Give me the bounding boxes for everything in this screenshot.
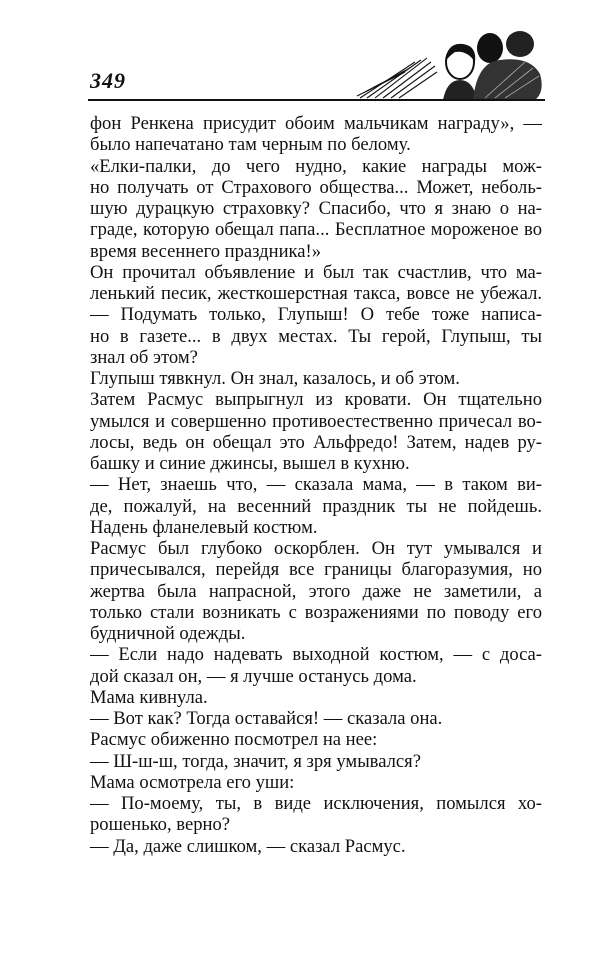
text-line: Надень фланелевый костюм. [90, 516, 318, 538]
text-line: будничной одежды. [90, 623, 246, 644]
text-line: граде, которую обещал папа... Бесплатное мороженое во [90, 219, 542, 241]
text-line: — Ш-ш-ш, тогда, значит, я зря умывался? [90, 750, 421, 772]
body-text [90, 113, 542, 857]
text-line: шую дурацкую страховку? Спасибо, что я знаю о на- [90, 198, 542, 219]
text-line: но получать от Страхового общества... Может, неболь- [90, 176, 542, 198]
text-line: Мама кивнула. [90, 686, 208, 708]
text-line: но в газете... в двух местах. Ты герой, Глупыш, ты [90, 325, 542, 347]
text-line: де, пожалуй, на весенний праздник ты не пойдешь. [90, 495, 542, 517]
text-line: «Елки-палки, до чего нудно, какие награды мож- [90, 155, 542, 177]
text-line: ленький песик, жесткошерстная такса, вовсе не убежал. [90, 283, 542, 304]
text-line: Глупыш тявкнул. Он знал, казалось, и об этом. [90, 368, 460, 389]
text-line: жертва была напрасной, этого даже не заметили, а [90, 580, 542, 602]
text-line: Расмус обиженно посмотрел на нее: [90, 729, 378, 751]
text-line: Затем Расмус выпрыгнул из кровати. Он тщательно [90, 389, 542, 411]
hatching [357, 58, 437, 98]
child-body-1 [443, 80, 477, 100]
text-line: — Да, даже слишком, — сказал Расмус. [90, 835, 406, 857]
text-line: Расмус был глубоко оскорблен. Он тут умывался и [90, 538, 542, 559]
text-line: — Нет, знаешь что, — сказала мама, — в таком ви- [90, 474, 542, 496]
text-line: — Если надо надевать выходной костюм, — с доса- [90, 644, 542, 666]
text-line: знал об этом? [90, 346, 198, 368]
text-line: — Вот как? Тогда оставайся! — сказала она. [90, 708, 443, 729]
text-line: — Подумать только, Глупыш! О тебе тоже написа- [90, 304, 542, 326]
text-line: фон Ренкена присудит обоим мальчикам награду», — [90, 113, 542, 134]
header-illustration [355, 22, 545, 100]
text-line: дой сказал он, — я лучше останусь дома. [90, 665, 417, 687]
page-number: 349 [90, 68, 126, 93]
text-line: время весеннего праздника!» [90, 240, 322, 262]
text-line: — По-моему, ты, в виде исключения, помылся хо- [90, 793, 542, 814]
text-line: лосы, ведь он обещал это Альфредо! Затем, надев ру- [90, 431, 542, 453]
child-body-2 [473, 59, 542, 100]
text-line: Мама осмотрела его уши: [90, 771, 295, 793]
child-head-2 [477, 33, 503, 63]
text-line: было напечатано там черным по белому. [90, 134, 411, 156]
child-head-3 [506, 31, 534, 57]
header-rule [88, 99, 545, 101]
text-line: рошенько, верно? [90, 814, 230, 836]
text-line: Он прочитал объявление и был так счастлив, что ма- [90, 261, 542, 283]
text-line: башку и синие джинсы, вышел в кухню. [90, 453, 410, 474]
text-line: умылся и совершенно противоестественно причесал во- [90, 410, 542, 432]
text-line: причесывался, перейдя все границы благоразумия, но [90, 559, 542, 581]
text-line: только стали возникать с возражениями по поводу его [90, 601, 542, 623]
